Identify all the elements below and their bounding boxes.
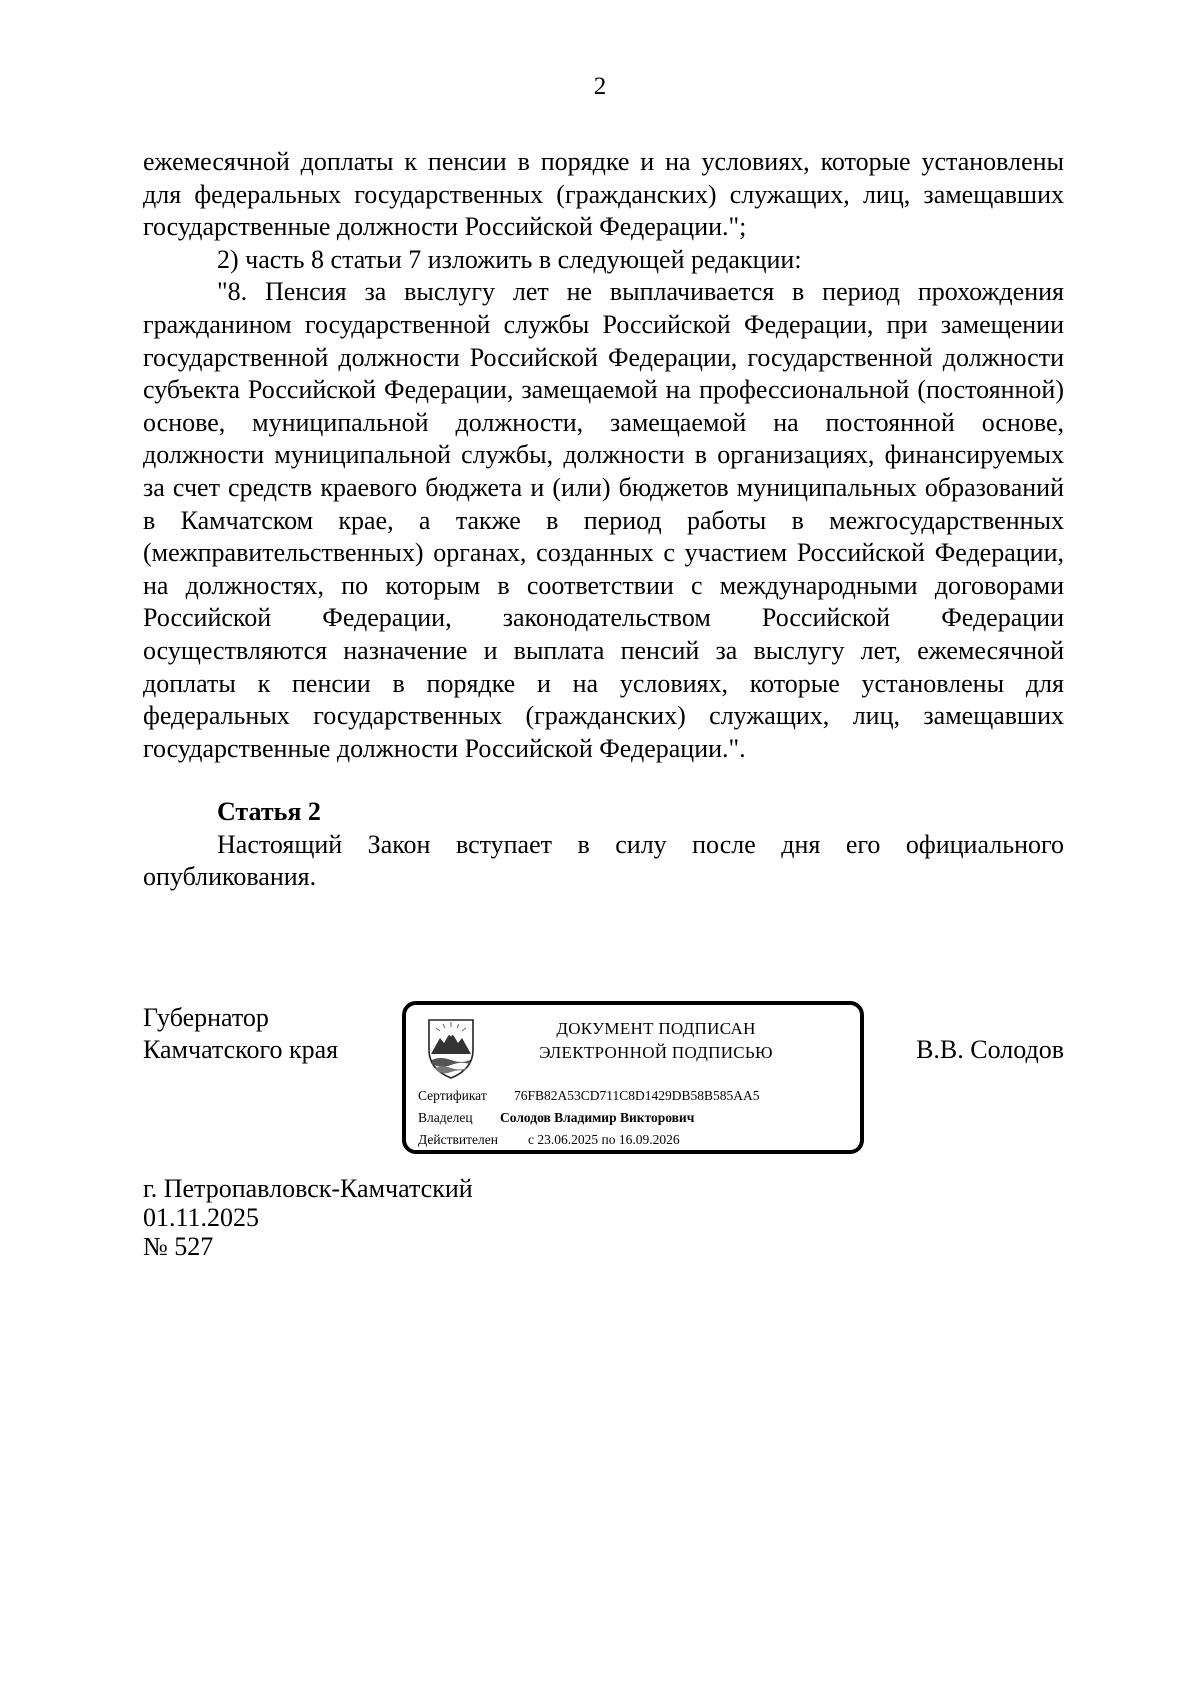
certificate-label: Сертификат xyxy=(418,1088,487,1103)
stamp-validity-row xyxy=(418,1131,680,1149)
stamp-title xyxy=(506,1017,806,1065)
electronic-signature-stamp xyxy=(402,1001,864,1154)
owner-label: Владелец xyxy=(418,1110,473,1125)
governor-name: В.В. Солодов xyxy=(916,1035,1064,1064)
governor-title-line-1: Губернатор xyxy=(143,1003,269,1032)
stamp-owner-row xyxy=(418,1109,694,1127)
place-date-number xyxy=(143,1174,473,1261)
city: г. Петропавловск-Камчатский xyxy=(143,1174,473,1203)
stamp-title-line-2: ЭЛЕКТРОННОЙ ПОДПИСЬЮ xyxy=(539,1043,773,1062)
kamchatka-coat-of-arms-icon xyxy=(423,1016,479,1080)
validity-label: Действителен xyxy=(418,1132,498,1147)
paragraph-part-8: "8. Пенсия за выслугу лет не выплачивается в период прохождения гражданином государственной службы Российской Федерации, при замещении государственной должности Российской Федерации, государственной должности субъекта Российской Федерации, замещаемой на профессиональной (постоянной) основе, муниципальной должности, замещаемой на постоянной основе, должности муниципальной службы, должности в организациях, финансируемых за счет средств краевого бюджета и (или) бюджетов муниципальных образований в Камчатском крае, а также в период работы в межгосударственных (межправительственных) органах, созданных с участием Российской Федерации, на должностях, по которым в соответствии с международными договорами Российской Федерации, законодательством Российской Федерации осуществляются назначение и выплата пенсий за выслугу лет, ежемесячной доплаты к пенсии в порядке и на условиях, которые установлены для федеральных государственных (гражданских) служащих, лиц, замещавших государственные должности Российской Федерации.". xyxy=(143,277,1064,763)
paragraph-continuation: ежемесячной доплаты к пенсии в порядке и на условиях, которые установлены для федеральных государственных (гражданских) служащих, лиц, замещавших государственные должности Российской Федерации."; xyxy=(143,147,1064,242)
governor-title xyxy=(143,1002,338,1066)
certificate-value: 76FB82A53CD711C8D1429DB58B585AA5 xyxy=(514,1088,760,1103)
document-body xyxy=(143,146,1064,894)
page-number: 2 xyxy=(593,73,607,100)
owner-value: Солодов Владимир Викторович xyxy=(500,1110,695,1125)
stamp-title-line-1: ДОКУМЕНТ ПОДПИСАН xyxy=(556,1019,756,1038)
document-date: 01.11.2025 xyxy=(143,1203,260,1232)
governor-title-line-2: Камчатского края xyxy=(143,1035,339,1064)
article-2-text: Настоящий Закон вступает в силу после дня его официального опубликования. xyxy=(143,829,1064,892)
article-2-heading: Статья 2 xyxy=(217,797,321,827)
paragraph-item-2: 2) часть 8 статьи 7 изложить в следующей редакции: xyxy=(217,244,802,274)
document-number: № 527 xyxy=(143,1232,214,1261)
stamp-certificate-row xyxy=(418,1087,760,1105)
validity-value: с 23.06.2025 по 16.09.2026 xyxy=(528,1132,680,1147)
